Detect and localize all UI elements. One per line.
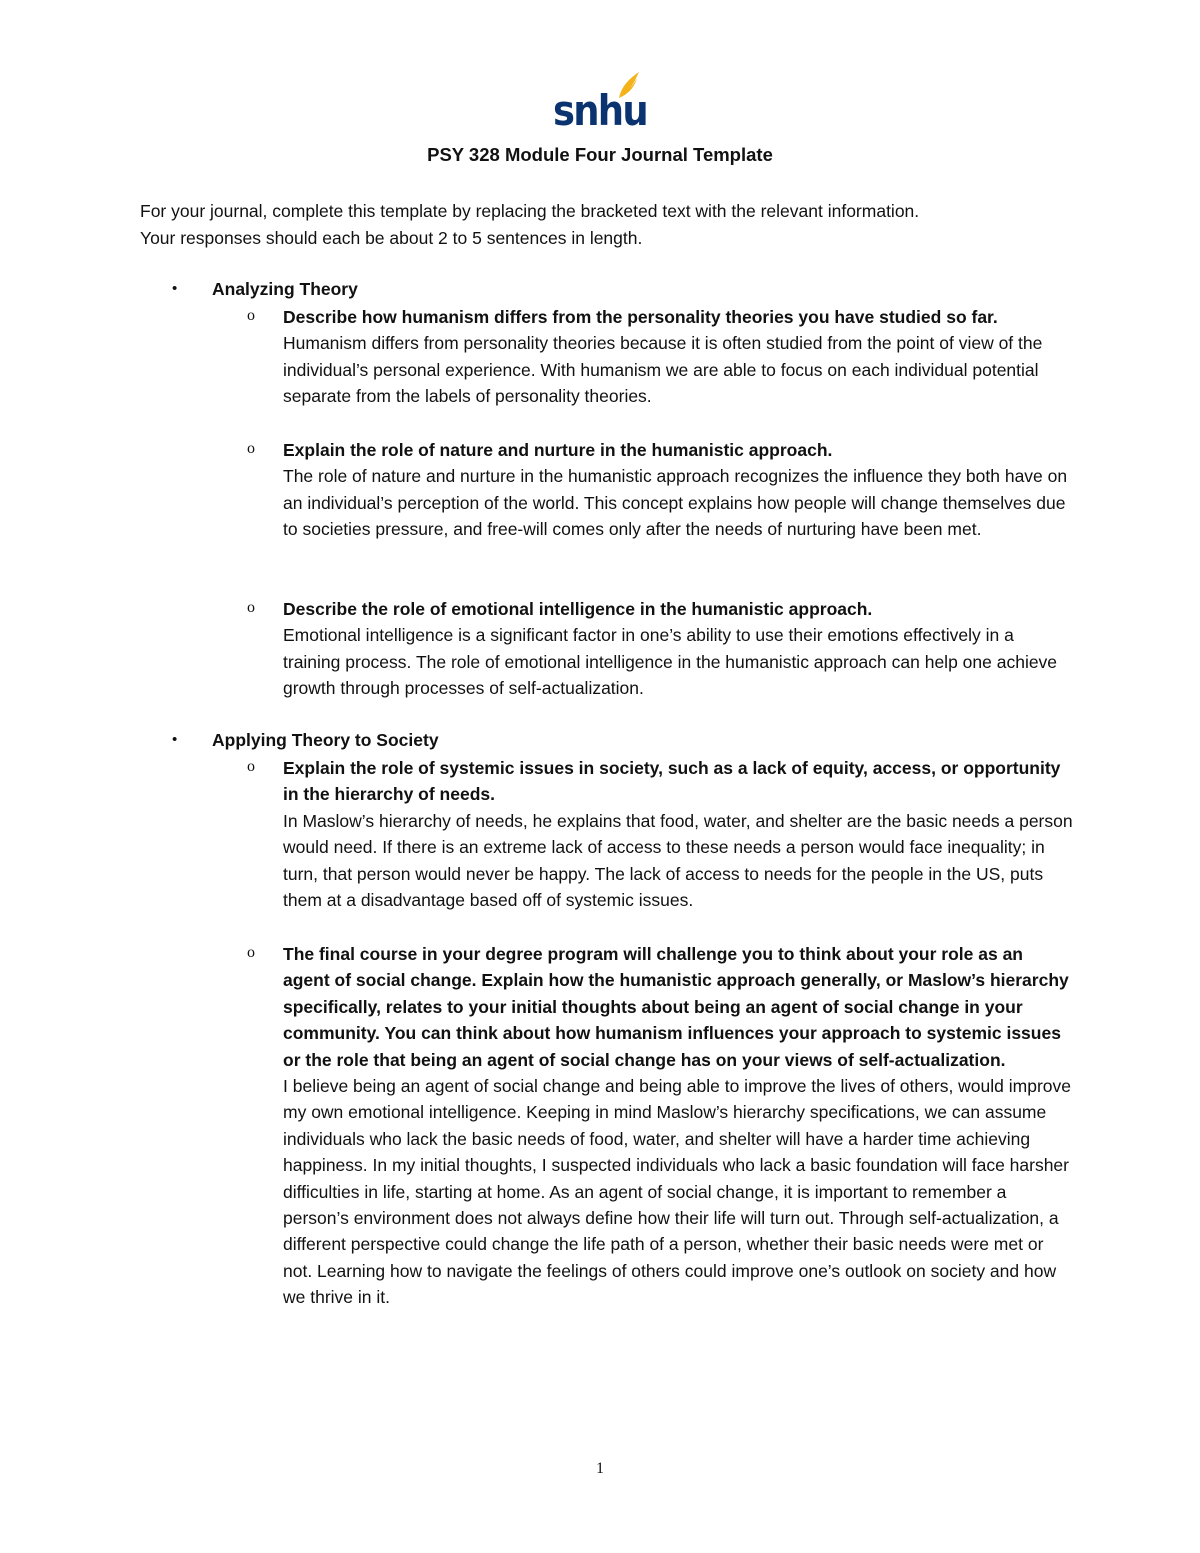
snhu-logo: [553, 70, 647, 135]
journal-item: [283, 596, 1073, 702]
section-heading-applying-theory: Applying Theory to Society: [212, 730, 439, 750]
journal-question: Explain the role of nature and nurture in the humanistic approach.: [283, 440, 833, 460]
journal-item: [283, 304, 1073, 410]
page-number: 1: [596, 1460, 604, 1477]
journal-answer: The role of nature and nurture in the humanistic approach recognizes the influence they both have on an individual’s perception of the world. This concept explains how people will change themselves due to societies pressure, and free-will comes only after the needs of nurturing have been met.: [283, 466, 1068, 540]
journal-item: [283, 755, 1073, 913]
journal-item: [283, 437, 1073, 543]
journal-question: Describe the role of emotional intelligence in the humanistic approach.: [283, 599, 873, 619]
sub-bullet-marker: o: [247, 599, 255, 616]
intro-line-2: Your responses should each be about 2 to 5 sentences in length.: [140, 227, 643, 248]
journal-item: [283, 941, 1073, 1311]
sub-bullet-marker: o: [247, 758, 255, 775]
journal-question: Describe how humanism differs from the personality theories you have studied so far.: [283, 307, 998, 327]
intro-paragraph: [140, 198, 1070, 251]
bullet-icon: •: [172, 731, 178, 748]
document-title: PSY 328 Module Four Journal Template: [427, 144, 773, 165]
sub-bullet-marker: o: [247, 944, 255, 961]
intro-line-1: For your journal, complete this template by replacing the bracketed text with the relevant information.: [140, 201, 920, 221]
journal-question: The final course in your degree program will challenge you to think about your role as an agent of social change. Explain how the humanistic approach generally, or Maslow’s hierarchy specifically, relates to your initial thoughts about being an agent of social change in your community. You can think about how humanism influences your approach to systemic issues or the role that being an agent of social change has on your views of self-actualization.: [283, 944, 1069, 1070]
sub-bullet-marker: o: [247, 307, 255, 324]
bullet-icon: •: [172, 280, 178, 297]
journal-answer: In Maslow’s hierarchy of needs, he explains that food, water, and shelter are the basic needs a person would need. If there is an extreme lack of access to these needs a person would face inequality; in turn, that person would never be happy. The lack of access to needs for the people in the US, puts them at a disadvantage based off of systemic issues.: [283, 810, 1073, 911]
sub-bullet-marker: o: [247, 440, 255, 457]
journal-question: Explain the role of systemic issues in society, such as a lack of equity, access, or opportunity in the hierarchy of needs.: [283, 758, 1061, 805]
journal-answer: Emotional intelligence is a significant factor in one’s ability to use their emotions effectively in a training process. The role of emotional intelligence in the humanistic approach can help one achieve growth through processes of self-actualization.: [283, 625, 1058, 699]
journal-answer: I believe being an agent of social change and being able to improve the lives of others, would improve my own emotional intelligence. Keeping in mind Maslow’s hierarchy specifications, we can assume individuals who lack the basic needs of food, water, and shelter will have a harder time achieving happiness. In my initial thoughts, I suspected individuals who lack a basic foundation will face harsher difficulties in life, starting at home. As an agent of social change, it is important to remember a person’s environment does not always define how their life will turn out. Through self-actualization, a different perspective could change the life path of a person, whether their basic needs were met or not. Learning how to navigate the feelings of others could improve one’s outlook on society and how we thrive in it.: [283, 1076, 1071, 1308]
logo-wordmark: snhu: [553, 86, 647, 135]
journal-answer: Humanism differs from personality theories because it is often studied from the point of view of the individual’s personal experience. With humanism we are able to focus on each individual potential separate from the labels of personality theories.: [283, 333, 1043, 407]
section-heading-analyzing-theory: Analyzing Theory: [212, 279, 358, 299]
